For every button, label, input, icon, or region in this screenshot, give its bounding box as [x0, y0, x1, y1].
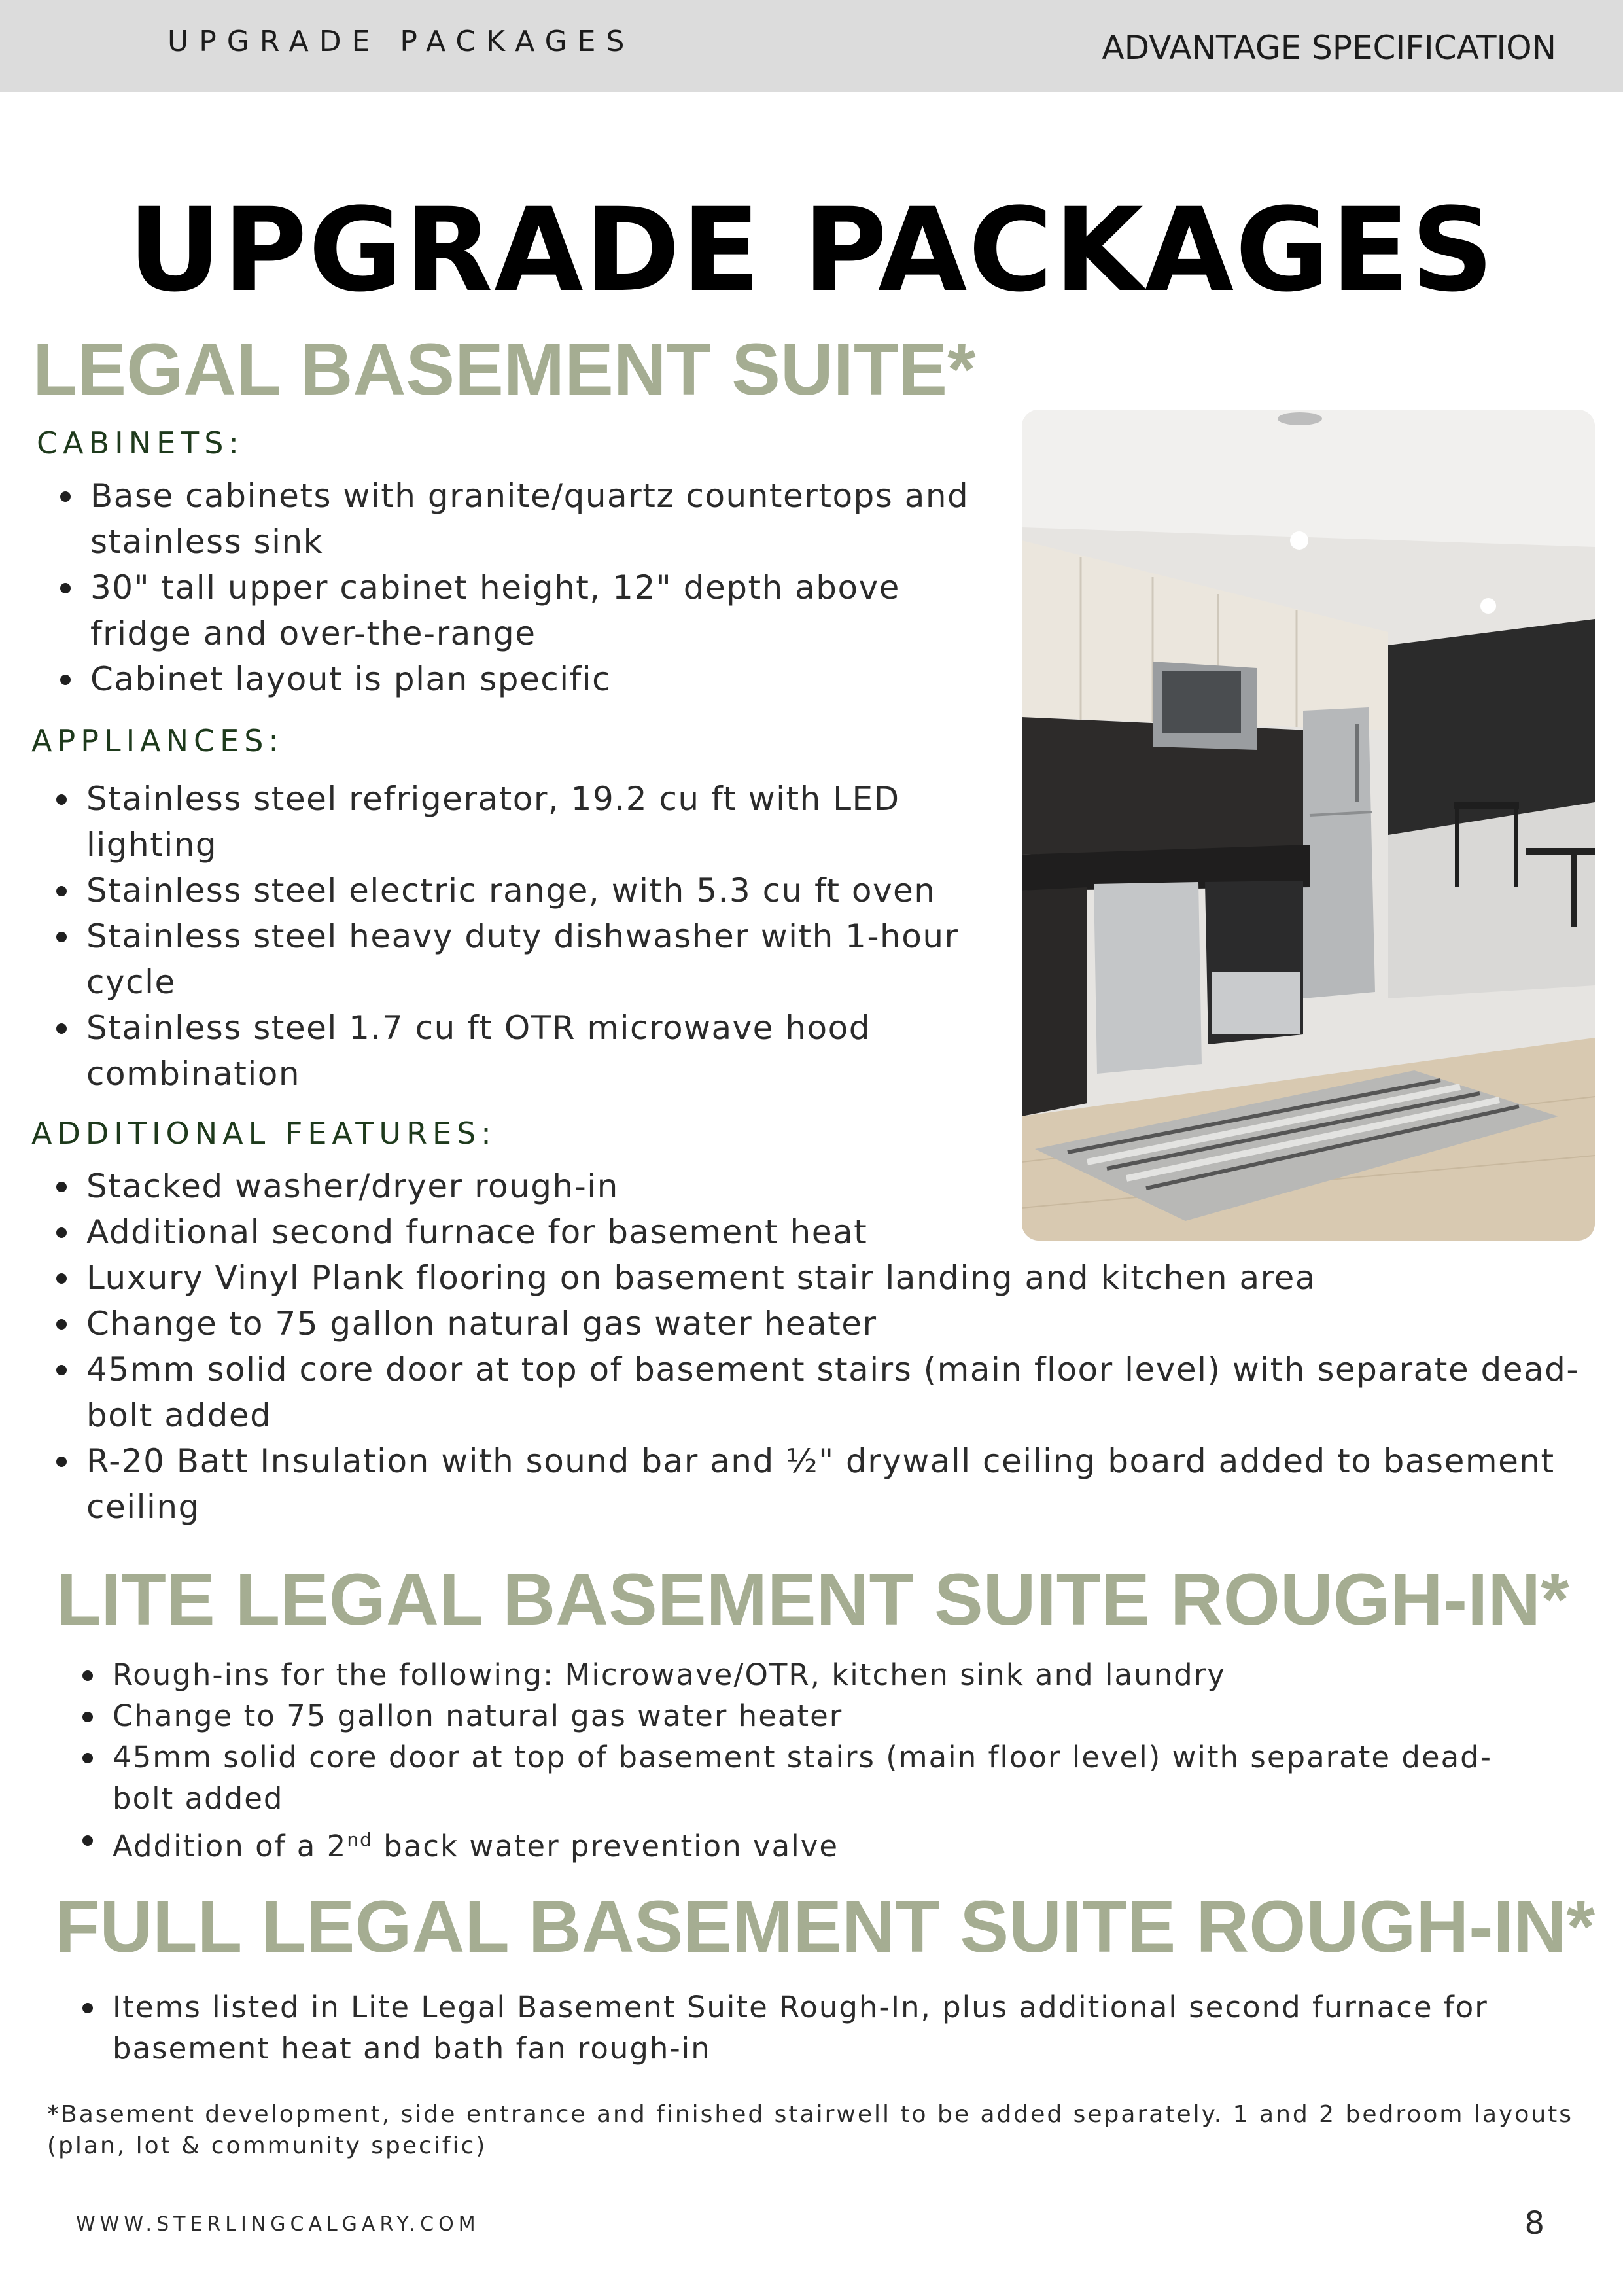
- list-item: Additional second furnace for basement heat: [39, 1209, 1596, 1255]
- appliances-list: [39, 776, 1007, 1097]
- list-item: 30" tall upper cabinet height, 12" depth above fridge and over-the-range: [43, 565, 992, 656]
- list-item: Rough-ins for the following: Microwave/OTR, kitchen sink and laundry: [65, 1654, 1531, 1695]
- page-title: UPGRADE PACKAGES: [128, 183, 1495, 317]
- item-text: back water prevention valve: [372, 1829, 839, 1863]
- appliances-heading: APPLIANCES:: [31, 723, 284, 758]
- list-item: 45mm solid core door at top of basement stairs (main floor level) with separate dead-bolt added: [65, 1737, 1531, 1819]
- website-url: WWW.STERLINGCALGARY.COM: [76, 2213, 480, 2236]
- list-item: Stainless steel refrigerator, 19.2 cu ft with LED lighting: [39, 776, 1007, 868]
- list-item: Stainless steel electric range, with 5.3 cu ft oven: [39, 868, 1007, 913]
- list-item: Change to 75 gallon natural gas water heater: [65, 1695, 1531, 1737]
- ordinal-superscript: nd: [347, 1829, 373, 1850]
- list-item: Items listed in Lite Legal Basement Suite Rough-In, plus additional second furnace for basement heat and bath fan rough-in: [65, 1987, 1531, 2069]
- list-item: Cabinet layout is plan specific: [43, 656, 992, 702]
- footnote: *Basement development, side entrance and finished stairwell to be added separately. 1 and 2 bedroom layouts (plan, lot & community specific): [47, 2101, 1574, 2159]
- list-item: R-20 Batt Insulation with sound bar and ½" drywall ceiling board added to basement ceiling: [39, 1438, 1596, 1530]
- header-spec-label: ADVANTAGE SPECIFICATION: [1102, 29, 1556, 67]
- list-item: 45mm solid core door at top of basement stairs (main floor level) with separate dead-bolt added: [39, 1347, 1596, 1438]
- list-item: Base cabinets with granite/quartz countertops and stainless sink: [43, 473, 992, 565]
- list-item: Luxury Vinyl Plank flooring on basement stair landing and kitchen area: [39, 1255, 1596, 1301]
- list-item: Stainless steel heavy duty dishwasher with 1-hour cycle: [39, 913, 1007, 1005]
- legal-suite-title: LEGAL BASEMENT SUITE*: [33, 328, 976, 410]
- header-bar: [0, 0, 1623, 92]
- full-suite-title: FULL LEGAL BASEMENT SUITE ROUGH-IN*: [55, 1886, 1596, 1968]
- lite-suite-title: LITE LEGAL BASEMENT SUITE ROUGH-IN*: [56, 1559, 1569, 1640]
- cabinets-heading: CABINETS:: [37, 425, 244, 461]
- additional-features-heading: ADDITIONAL FEATURES:: [31, 1116, 497, 1151]
- page-number: 8: [1524, 2205, 1544, 2242]
- list-item: Stacked washer/dryer rough-in: [39, 1163, 1596, 1209]
- header-section-label: UPGRADE PACKAGES: [167, 25, 635, 58]
- list-item: Stainless steel 1.7 cu ft OTR microwave hood combination: [39, 1005, 1007, 1097]
- kitchen-photo: [1022, 410, 1595, 1241]
- lite-suite-list: [65, 1654, 1531, 1867]
- full-suite-list: [65, 1987, 1531, 2069]
- list-item: [65, 1819, 1531, 1867]
- cabinets-list: [43, 473, 992, 702]
- item-text: Addition of a 2: [113, 1829, 347, 1863]
- list-item: Change to 75 gallon natural gas water heater: [39, 1301, 1596, 1347]
